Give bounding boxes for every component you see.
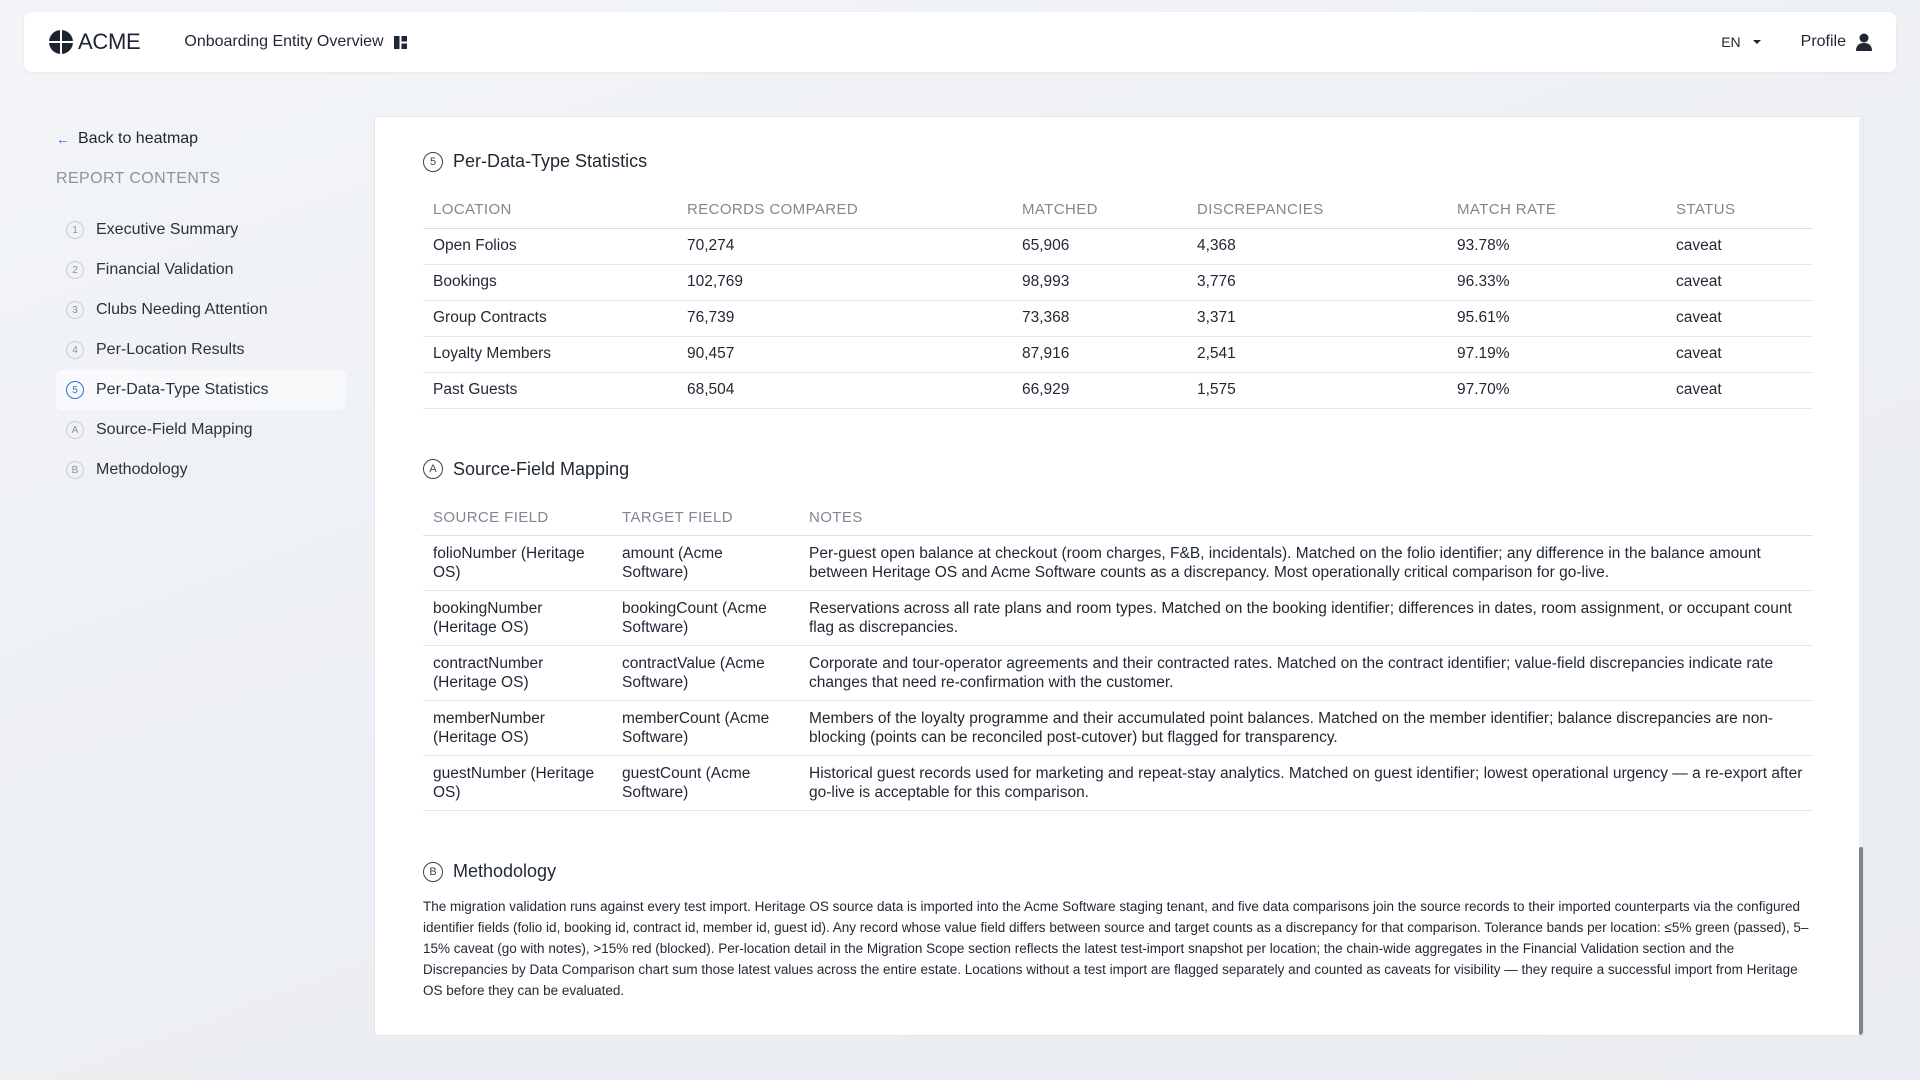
methodology-text: The migration validation runs against every test import. Heritage OS source data is imported into the Acme Software staging tenant, and five data comparisons join the source records to their imported counterparts via the configured identifier fields (folio id, booking id, contract id, member id, guest id). Any record whose value field differs between source and target counts as a discrepancy for that comparison. Tolerance bands per location: ≤5% green (passed), 5–15% caveat (go with notes), >15% red (blocked). Per-location detail in the Migration Scope section reflects the latest test-import snapshot per location; the chain-wide aggregates in the Financial Validation section and the Discrepancies by Data Comparison chart sum those latest values across the entire estate. Locations without a test import are flagged separately and counted as caveats for visibility — they require a successful import from Heritage OS before they can be evaluated. [423, 899, 1809, 998]
table-cell: Reservations across all rate plans and room types. Matched on the booking identifier; differences in dates, room assignment, or occupant count flag as discrepancies. [799, 591, 1813, 646]
column-header: NOTES [799, 500, 1813, 536]
column-header: TARGET FIELD [612, 500, 799, 536]
table-cell: 1,575 [1187, 372, 1447, 408]
table-cell: contractNumber (Heritage OS) [423, 646, 612, 701]
table-cell: 66,929 [1012, 372, 1187, 408]
nav-number-badge: 4 [66, 341, 84, 359]
report-sidebar [56, 130, 346, 490]
table-cell: 102,769 [677, 264, 1012, 300]
column-header: SOURCE FIELD [423, 500, 612, 536]
app-title [184, 33, 406, 51]
nav-item-label: Executive Summary [96, 221, 239, 238]
column-header: MATCH RATE [1447, 192, 1666, 228]
section-title: Source-Field Mapping [453, 458, 630, 479]
table-cell: 3,371 [1187, 300, 1447, 336]
table-cell: 93.78% [1447, 228, 1666, 264]
nav-number-badge: A [66, 421, 84, 439]
table-cell: Per-guest open balance at checkout (room charges, F&B, incidentals). Matched on the folio identifier; any difference in the balance amount between Heritage OS and Acme Software counts as a discrepancy. Most operationally critical comparison for go-live. [799, 536, 1813, 591]
table-cell: Loyalty Members [423, 336, 677, 372]
nav-item-label: Financial Validation [96, 261, 234, 278]
section-letter-badge: B [423, 862, 443, 882]
column-header: DISCREPANCIES [1187, 192, 1447, 228]
table-cell: 87,916 [1012, 336, 1187, 372]
column-header: MATCHED [1012, 192, 1187, 228]
table-cell: Corporate and tour-operator agreements and their contracted rates. Matched on the contract identifier; value-field discrepancies indicate rate changes that need re-confirmation with the customer. [799, 646, 1813, 701]
table-cell: folioNumber (Heritage OS) [423, 536, 612, 591]
table-row [423, 536, 1813, 591]
nav-item-label: Methodology [96, 461, 188, 478]
dashboard-icon[interactable] [394, 36, 407, 49]
nav-number-badge: 5 [66, 381, 84, 399]
top-bar [24, 12, 1896, 72]
table-row [423, 756, 1813, 811]
per-data-type-statistics-section [423, 151, 1813, 409]
back-link-label: Back to heatmap [78, 130, 199, 147]
report-card [374, 116, 1864, 1036]
table-cell: 97.19% [1447, 336, 1666, 372]
table-cell: 3,776 [1187, 264, 1447, 300]
table-row [423, 372, 1813, 408]
source-field-mapping-section [423, 459, 1813, 812]
column-header: RECORDS COMPARED [677, 192, 1012, 228]
table-cell: memberCount (Acme Software) [612, 701, 799, 756]
table-cell: amount (Acme Software) [612, 536, 799, 591]
table-cell: 65,906 [1012, 228, 1187, 264]
arrow-left-icon: ← [56, 131, 70, 147]
section-heading [423, 151, 1813, 172]
language-selector[interactable] [1721, 34, 1760, 50]
table-cell: Group Contracts [423, 300, 677, 336]
section-heading [423, 459, 1813, 480]
section-title: Methodology [453, 861, 557, 881]
column-header: LOCATION [423, 192, 677, 228]
report-contents-nav [56, 210, 346, 490]
table-row [423, 336, 1813, 372]
table-cell: 97.70% [1447, 372, 1666, 408]
table-cell: caveat [1666, 300, 1813, 336]
table-body [423, 228, 1813, 408]
report-contents-heading: REPORT CONTENTS [56, 170, 221, 187]
table-cell: 90,457 [677, 336, 1012, 372]
table-cell: memberNumber (Heritage OS) [423, 701, 612, 756]
sidebar-item-clubs-needing-attention[interactable] [56, 290, 346, 330]
source-field-mapping-table [423, 500, 1813, 812]
table-cell: 4,368 [1187, 228, 1447, 264]
per-data-type-table [423, 192, 1813, 409]
profile-label: Profile [1800, 33, 1846, 50]
table-cell: caveat [1666, 336, 1813, 372]
table-cell: caveat [1666, 372, 1813, 408]
sidebar-item-financial-validation[interactable] [56, 250, 346, 290]
section-title: Per-Data-Type Statistics [453, 151, 648, 171]
nav-item-label: Per-Data-Type Statistics [96, 381, 269, 398]
scrollbar-thumb[interactable] [1859, 847, 1863, 1035]
report-content [423, 151, 1813, 1001]
nav-item-label: Clubs Needing Attention [96, 301, 268, 318]
section-number-badge: 5 [423, 152, 443, 172]
table-cell: 68,504 [677, 372, 1012, 408]
nav-number-badge: 3 [66, 301, 84, 319]
table-cell: Open Folios [423, 228, 677, 264]
profile-button[interactable] [1801, 33, 1872, 51]
back-to-heatmap-link[interactable] [56, 130, 346, 148]
section-letter-badge: A [423, 459, 443, 479]
table-row [423, 646, 1813, 701]
table-row [423, 701, 1813, 756]
table-cell: 2,541 [1187, 336, 1447, 372]
table-header-row [423, 500, 1813, 536]
sidebar-item-source-field-mapping[interactable] [56, 410, 346, 450]
nav-item-label: Per-Location Results [96, 341, 245, 358]
table-row [423, 300, 1813, 336]
chevron-down-icon [1753, 40, 1761, 44]
methodology-section [423, 861, 1813, 1001]
language-value: EN [1721, 34, 1741, 50]
table-cell: 73,368 [1012, 300, 1187, 336]
table-cell: 95.61% [1447, 300, 1666, 336]
table-cell: caveat [1666, 264, 1813, 300]
table-cell: 96.33% [1447, 264, 1666, 300]
sidebar-item-methodology[interactable] [56, 450, 346, 490]
table-cell: 70,274 [677, 228, 1012, 264]
table-row [423, 228, 1813, 264]
acme-logo[interactable] [48, 29, 140, 55]
sidebar-item-per-location-results[interactable] [56, 330, 346, 370]
table-row [423, 591, 1813, 646]
sidebar-item-executive-summary[interactable] [56, 210, 346, 250]
table-header-row [423, 192, 1813, 228]
table-cell: guestNumber (Heritage OS) [423, 756, 612, 811]
nav-item-label: Source-Field Mapping [96, 421, 253, 438]
table-cell: Historical guest records used for marketing and repeat-stay analytics. Matched on guest identifier; lowest operational urgency — a re-export after go-live is acceptable for this comparison. [799, 756, 1813, 811]
nav-number-badge: B [66, 461, 84, 479]
section-heading [423, 861, 1813, 882]
nav-number-badge: 2 [66, 261, 84, 279]
topbar-actions [1721, 33, 1872, 51]
table-cell: Bookings [423, 264, 677, 300]
app-title-text: Onboarding Entity Overview [184, 33, 384, 50]
logo-text: ACME [78, 29, 141, 54]
person-icon [1856, 33, 1872, 51]
table-cell: bookingNumber (Heritage OS) [423, 591, 612, 646]
acme-logo-icon [48, 29, 74, 55]
table-cell: Members of the loyalty programme and their accumulated point balances. Matched on the member identifier; balance discrepancies are non-blocking (points can be reconciled post-cutover) but flagged for transparency. [799, 701, 1813, 756]
table-cell: bookingCount (Acme Software) [612, 591, 799, 646]
table-row [423, 264, 1813, 300]
table-cell: contractValue (Acme Software) [612, 646, 799, 701]
nav-number-badge: 1 [66, 221, 84, 239]
table-body [423, 536, 1813, 811]
column-header: STATUS [1666, 192, 1813, 228]
table-cell: Past Guests [423, 372, 677, 408]
table-cell: caveat [1666, 228, 1813, 264]
table-cell: guestCount (Acme Software) [612, 756, 799, 811]
sidebar-item-per-data-type-statistics[interactable] [56, 370, 346, 410]
table-cell: 98,993 [1012, 264, 1187, 300]
table-cell: 76,739 [677, 300, 1012, 336]
